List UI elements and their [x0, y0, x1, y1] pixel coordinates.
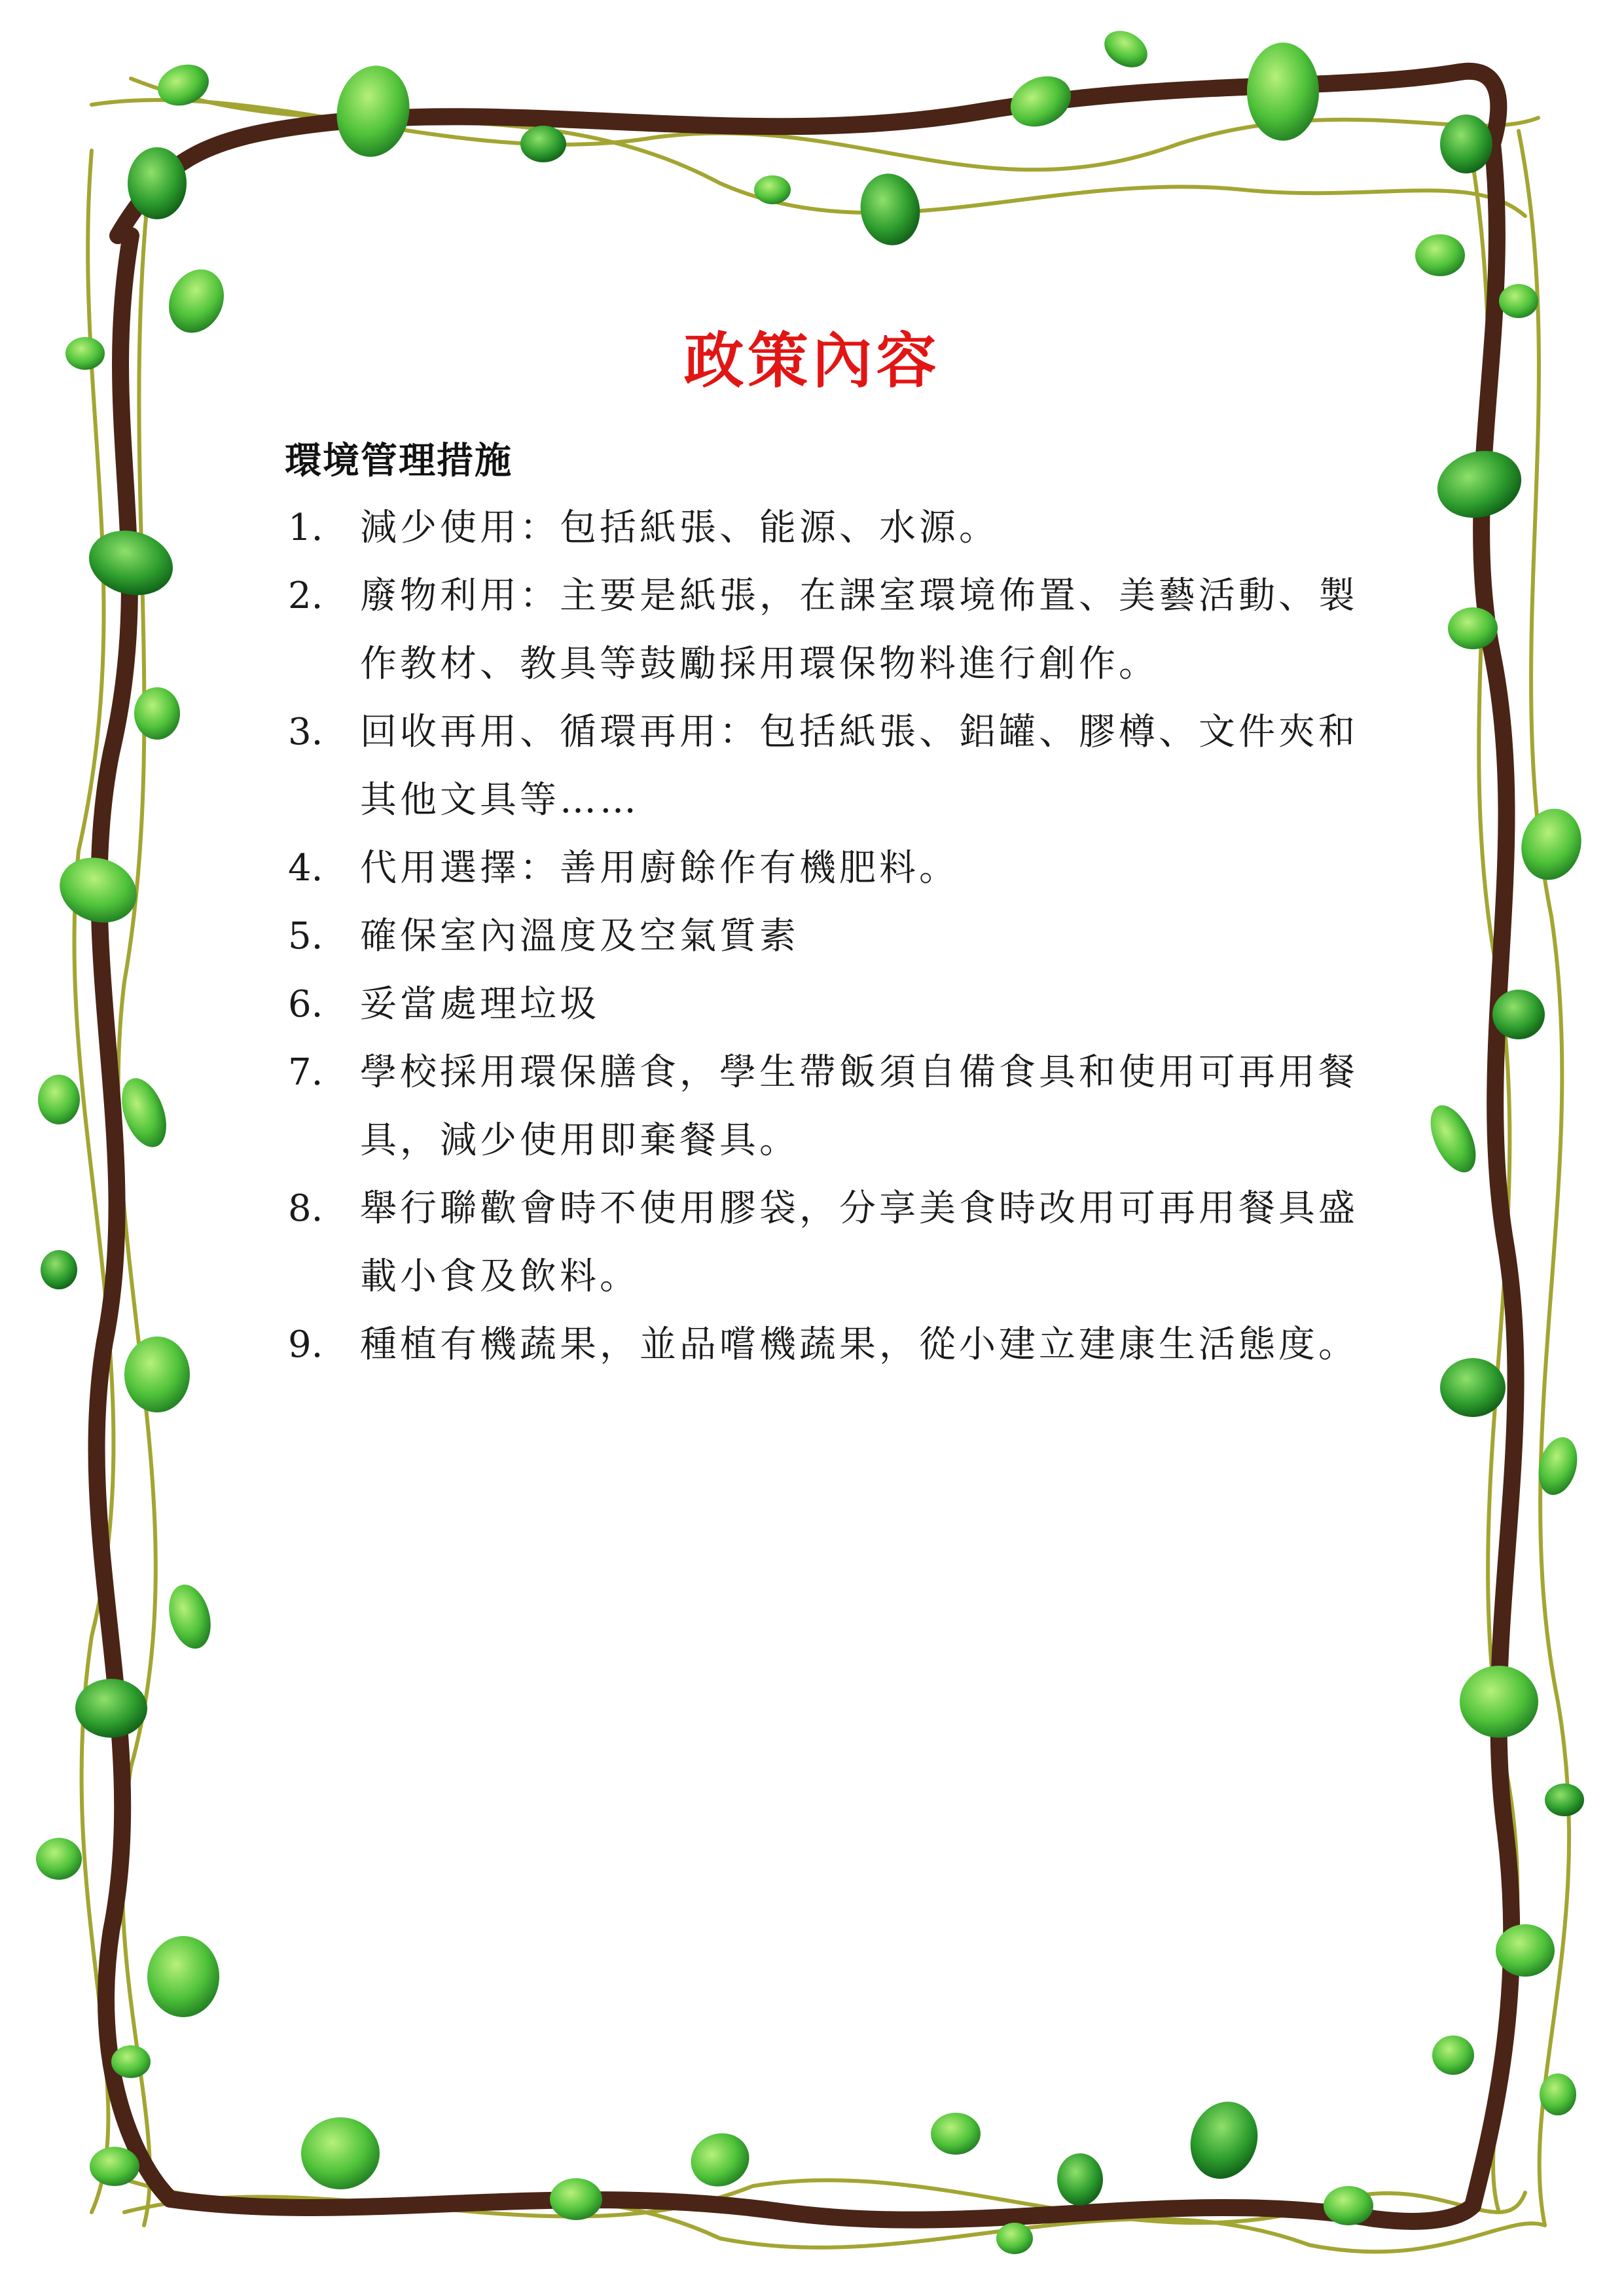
item-number: 7.: [288, 1051, 323, 1094]
item-number: 8.: [288, 1187, 323, 1230]
item-number: 4.: [288, 847, 323, 889]
item-text: 舉行聯歡會時不使用膠袋，分享美食時改用可再用餐具盛載小食及飲料。: [360, 1187, 1358, 1298]
item-number: 2.: [288, 575, 323, 617]
policy-list: [288, 494, 1388, 1379]
list-item: [288, 698, 1388, 834]
list-item: [288, 1039, 1388, 1175]
item-text: 廢物利用：主要是紙張，在課室環境佈置、美藝活動、製作教材、教具等鼓勵採用環保物料進行創作。: [360, 575, 1358, 685]
item-text: 種植有機蔬果，並品嚐機蔬果，從小建立建康生活態度。: [360, 1323, 1358, 1366]
item-number: 3.: [288, 711, 323, 753]
item-text: 確保室內溫度及空氣質素: [360, 915, 799, 958]
list-item: [288, 494, 1388, 562]
item-number: 9.: [288, 1323, 323, 1366]
list-item: [288, 903, 1388, 971]
item-text: 回收再用、循環再用：包括紙張、鋁罐、膠樽、文件夾和其他文具等……: [360, 711, 1358, 821]
item-number: 6.: [288, 983, 323, 1026]
item-text: 減少使用：包括紙張、能源、水源。: [360, 507, 999, 549]
list-item: [288, 971, 1388, 1039]
section-heading: 環境管理措施: [285, 439, 513, 482]
page-title: 政策內容: [683, 325, 941, 396]
item-text: 學校採用環保膳食，學生帶飯須自備食具和使用可再用餐具，減少使用即棄餐具。: [360, 1051, 1358, 1162]
list-item: [288, 834, 1388, 903]
item-text: 代用選擇：善用廚餘作有機肥料。: [360, 847, 959, 889]
item-number: 1.: [288, 507, 323, 549]
item-text: 妥當處理垃圾: [360, 983, 600, 1026]
item-number: 5.: [288, 915, 323, 958]
list-item: [288, 1311, 1388, 1379]
list-item: [288, 1175, 1388, 1311]
list-item: [288, 562, 1388, 698]
